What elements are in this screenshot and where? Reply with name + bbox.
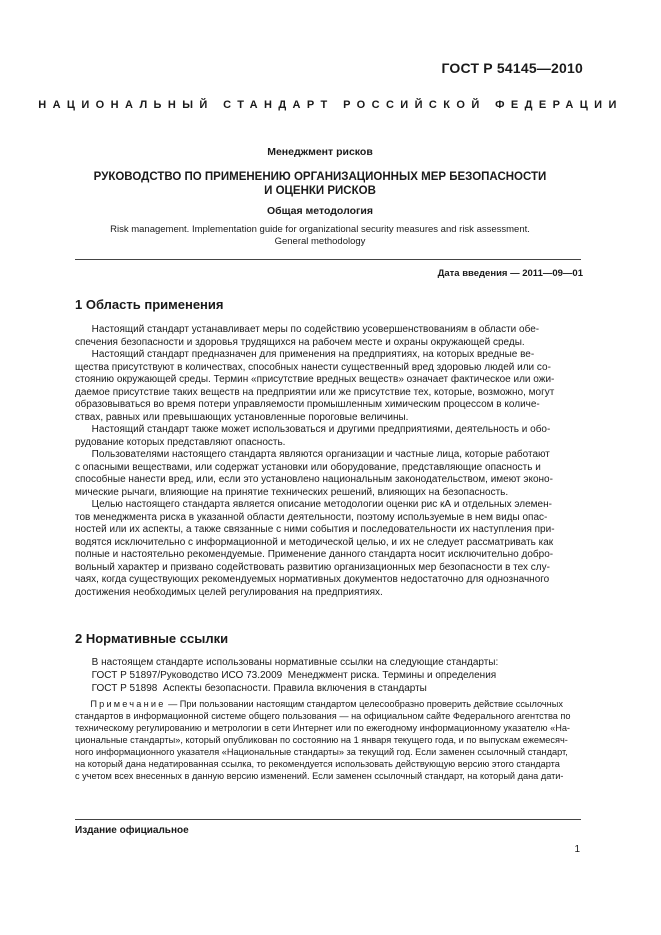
body-text-line: Целью настоящего стандарта является описание методологии оценки рис кА и отдельных элемен-: [75, 499, 552, 510]
note-block: [75, 698, 581, 782]
section-1-body: [75, 324, 581, 599]
note-line: стандартов в информационной системе общего пользования — на официальном сайте Федерального агентства по: [75, 711, 571, 721]
note-line: [75, 698, 581, 710]
body-text-line: способные нанести вред, или, если это установлено национальным законодательством, имеют эконо-: [75, 474, 553, 485]
page-number: 1: [574, 844, 580, 855]
section-2-heading: 2 Нормативные ссылки: [75, 631, 229, 646]
note-line: на который дана недатированная ссылка, то рекомендуется использовать действующую версию этого стандарта: [75, 759, 560, 769]
english-title-line-2: General methodology: [274, 236, 366, 247]
body-text-line: Настоящий стандарт устанавливает меры по содействию усовершенствованиям в области обе-: [75, 324, 540, 335]
body-text-line: Настоящий стандарт также может использоваться и другими предприятиями, деятельность и обо-: [75, 424, 551, 435]
document-number: ГОСТ Р 54145—2010: [441, 60, 583, 76]
body-text-line: образовываться во время потери управляемости промышленным химическим процессом в количе-: [75, 399, 540, 410]
standard-type-heading: НАЦИОНАЛЬНЫЙ СТАНДАРТ РОССИЙСКОЙ ФЕДЕРАЦИИ: [38, 99, 623, 111]
body-text-line: стоянию окружающей среды. Термин «присутствие вредных веществ» означает фактическое или ожи-: [75, 374, 555, 385]
note-line: техническому регулированию и метрологии в сети Интернет или по ежегодному информационному указателю «На-: [75, 723, 570, 733]
section-1-heading: 1 Область применения: [75, 297, 224, 312]
document-title: [60, 170, 580, 198]
body-text-line: тов менеджмента риска в указанной области деятельности, поэтому используемые в нем виды опас-: [75, 511, 548, 523]
body-text-line: водятся исключительно с информационной и методической целью, и их не следует рассматривать как: [75, 536, 554, 548]
note-line: ного информационного указателя «Национальные стандарты» за текущий год. Если заменен ссылочный стандарт,: [75, 747, 568, 757]
body-text-line: чаях, когда существующих рекомендуемых нормативных документов недостаточно для однозначного: [75, 574, 550, 585]
body-text-line: даемое присутствие таких веществ на предприятии или же присутствие тех, которые, возможно, могут: [75, 386, 555, 398]
body-text-line: вольный характер и призвано содействовать развитию организационных мер безопасности в тех слу-: [75, 561, 550, 573]
note-line-text: — При пользовании настоящим стандартом целесообразно проверить действие ссылочных: [165, 699, 563, 709]
body-text-line: с опасными веществами, или содержат установки или оборудование, представляющие опасность и: [75, 461, 541, 473]
body-text-line: щества присутствуют в количествах, способных нанести существенный вред здоровью людей или со-: [75, 361, 551, 373]
reference-item: ГОСТ Р 51897/Руководство ИСО 73.2009 Менеджмент риска. Термины и определения: [75, 670, 497, 681]
body-text-line: полные и настоятельно рекомендуемые. Применение данного стандарта носит исключительно добро-: [75, 549, 554, 560]
body-text-line: ностей или их аспекты, а также связанные с ними события и последовательности их наступления при-: [75, 524, 555, 535]
section-2-body: [75, 656, 581, 695]
title-line-2: И ОЦЕНКИ РИСКОВ: [264, 185, 376, 197]
intro-date: Дата введения — 2011—09—01: [437, 268, 583, 279]
note-label: Примечание: [90, 699, 166, 709]
body-text-line: спечения безопасности и здоровья трудящихся на рабочем месте и охраны окружающей среды.: [75, 336, 525, 348]
section-2-intro: В настоящем стандарте использованы нормативные ссылки на следующие стандарты:: [75, 657, 499, 668]
body-text-line: мические рычаги, влияющие на принятие технических решений, влияющих на безопасность.: [75, 486, 509, 498]
body-text-line: Пользователями настоящего стандарта являются организации и частные лица, которые работают: [75, 449, 550, 460]
divider-line: [75, 259, 581, 260]
footer-divider: [75, 819, 581, 820]
title-line-1: РУКОВОДСТВО ПО ПРИМЕНЕНИЮ ОРГАНИЗАЦИОННЫХ МЕР БЕЗОПАСНОСТИ: [93, 171, 547, 183]
subtitle: Общая методология: [267, 205, 373, 217]
english-title: [60, 224, 580, 248]
reference-item: ГОСТ Р 51898 Аспекты безопасности. Правила включения в стандарты: [75, 683, 427, 694]
note-line: с учетом всех внесенных в данную версию изменений. Если заменен ссылочный стандарт, на который дана дати-: [75, 771, 564, 781]
body-text-line: достижения необходимых целей регулирования на предприятиях.: [75, 586, 383, 598]
body-text-line: рудование которых представляют опасность.: [75, 436, 286, 448]
edition-label: Издание официальное: [75, 825, 189, 836]
body-text-line: Настоящий стандарт предназначен для применения на предприятиях, на которых вредные ве-: [75, 349, 535, 360]
english-title-line-1: Risk management. Implementation guide for organizational security measures and risk assessment.: [110, 224, 530, 235]
note-line: циональные стандарты», который опубликован по состоянию на 1 января текущего года, и по выпускам ежемесяч-: [75, 735, 568, 745]
subject-line: Менеджмент рисков: [267, 146, 373, 158]
body-text-line: ствах, равных или превышающих установленные пороговые величины.: [75, 411, 409, 423]
